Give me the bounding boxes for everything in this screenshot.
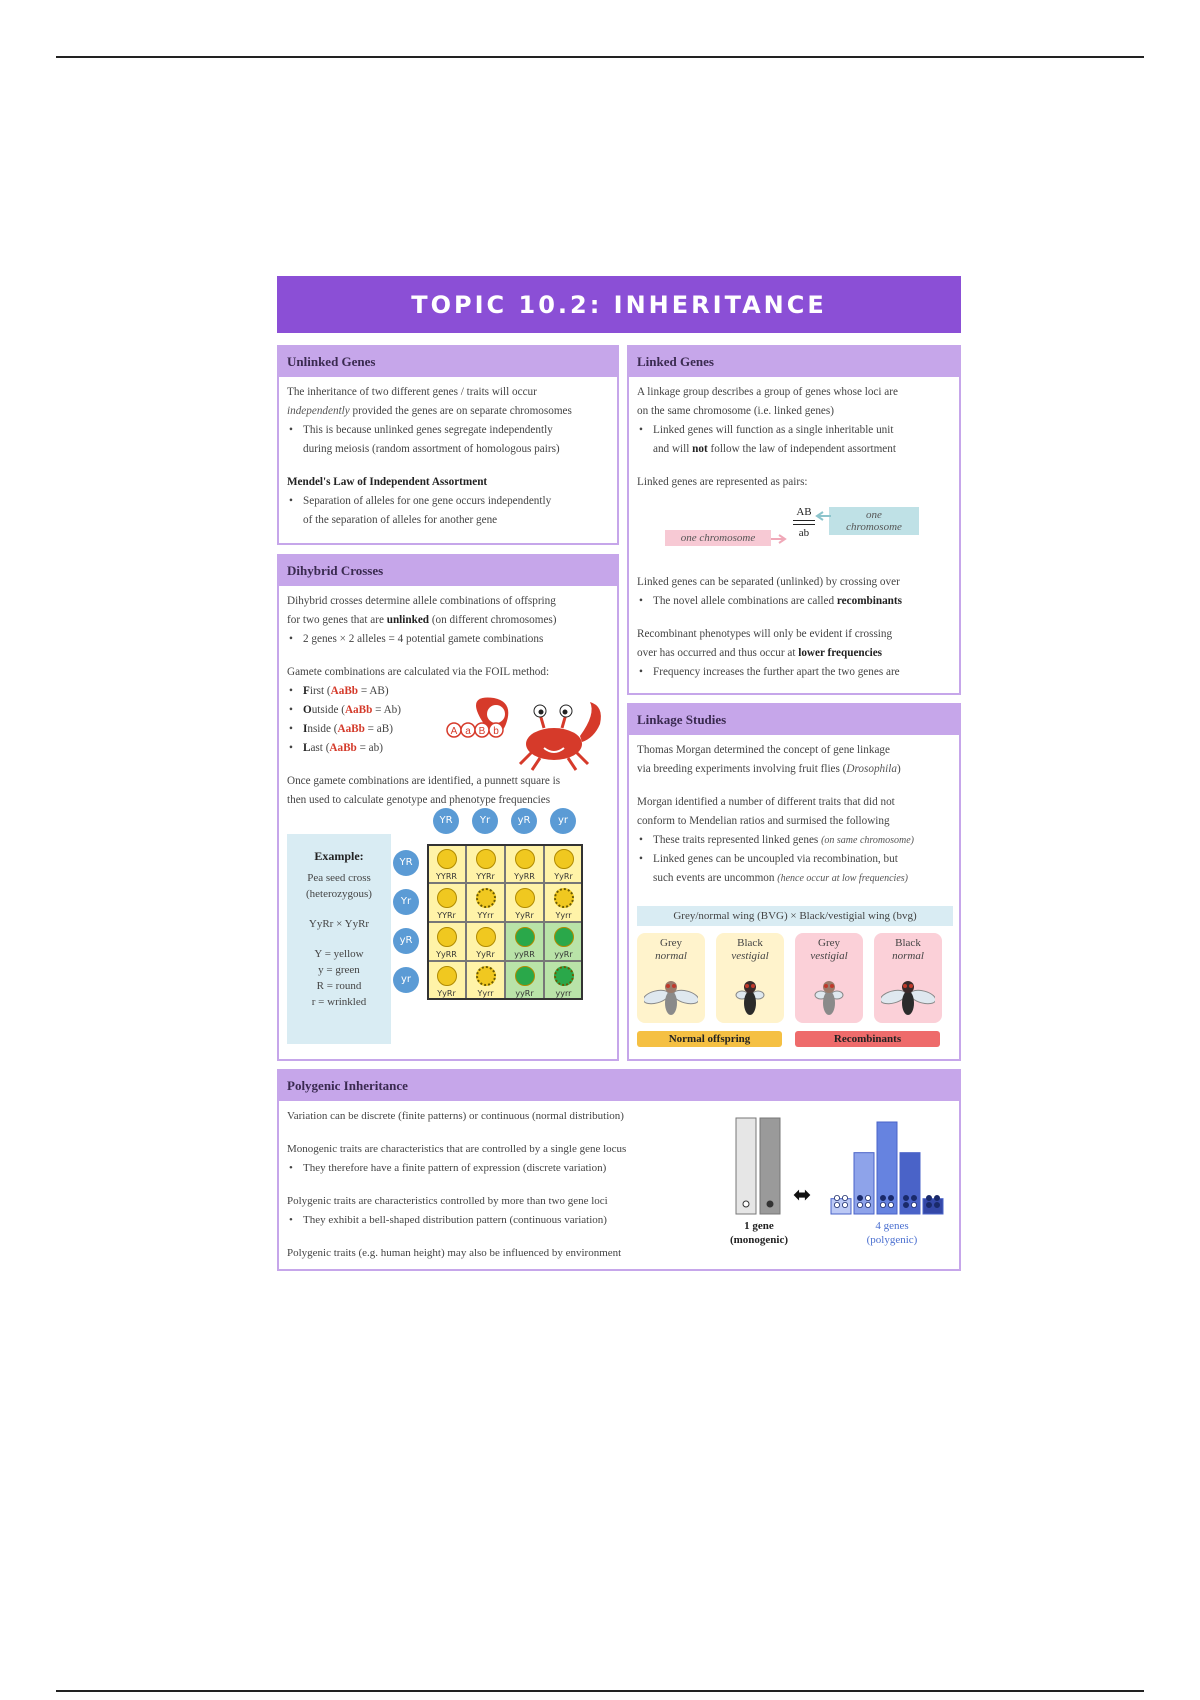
chromosome-tag: one chromosome [665,530,771,546]
fly-trait: Black [895,937,921,949]
genotype-label: YyRr [437,989,456,998]
text-line: Once gamete combinations are identified, a punnett square is [287,775,561,787]
dihybrid-crosses-panel: Dihybrid Crosses Dihybrid crosses determine allele combinations of offspring for two genes that are unlinked (on different chromosomes) • 2 genes × 2 alleles = 4 potential gamete combinations Gamete combinations are calculated via the FOIL method: • First (AaBb = AB) • Outside (AaBb = Ab) • Inside (AaBb = aB) • Last (AaBb = ab) Once gamete combinations are identified, a punnett square is then used to calculate genotype and phenotype frequencies A a B b Example: Pea seed cross (heterozygous) YyRr × YyRr Y = yellow y = green R = round r = wrinkled YR YR Yr Yr yR yR yr yr YYRR YYRr YyRR YyRr YYRr YYrr YyRr Yyrr YyRR YyRr yyRR yyRr YyRr Yyrr yyRr yyrr [277,554,619,1061]
text-line: Thomas Morgan determined the concept of gene linkage [637,744,890,756]
fruit-fly-icon [723,975,777,1021]
text-line: Morgan identified a number of different traits that did not [637,796,895,808]
svg-text:B: B [478,726,486,737]
arrow-right-icon [771,534,787,544]
chromosome-tag: one chromosome [829,507,919,535]
gamete-circle: YR [433,808,459,834]
genotype-label: Yyrr [555,911,572,920]
fly-trait: Grey [660,937,682,949]
crab-allele-circle [461,723,475,737]
foil-item: • Inside (AaBb = aB) [287,720,609,739]
text-line: Polygenic traits (e.g. human height) may also be influenced by environment [287,1247,622,1259]
text-line: provided the genes are on separate chromosomes [349,405,572,417]
example-title: Example: [314,849,364,863]
gamete-circle: yr [550,808,576,834]
emphasis: independently [287,405,350,417]
bullet: • They therefore have a finite pattern of expression (discrete variation) [287,1159,951,1178]
gamete-circle: yR [393,928,419,954]
example-line: Pea seed cross [307,872,371,884]
text-line: Variation can be discrete (finite patterns) or continuous (normal distribution) [287,1110,624,1122]
allele-key-line: y = green [318,964,360,976]
svg-text:A: A [450,726,458,737]
fly-trait: Grey [818,937,840,949]
distribution-bar [923,1195,943,1214]
monogenic-sublabel: (monogenic) [729,1234,789,1246]
bullet: • 2 genes × 2 alleles = 4 potential gamete combinations [287,630,609,649]
text-line: Dihybrid crosses determine allele combinations of offspring [287,595,556,607]
fly-phenotype-card [637,933,705,1023]
foil-item: • First (AaBb = AB) [287,682,609,701]
genotype-label: YyRR [436,950,457,959]
bullet: • This is because unlinked genes segregate independently during meiosis (random assortment of homologous pairs) [287,421,609,459]
genotype-label: yyRr [554,950,573,959]
genotype-label: YyRr [554,872,573,881]
gamete-circle: YR [393,850,419,876]
linkage-studies-panel: Linkage Studies Thomas Morgan determined the concept of gene linkage via breeding experiments involving fruit flies (Drosophila) Morgan identified a number of different traits that did not conform to Mendelian ratios and surmised the following • These traits represented linked genes (on same chromosome) • Linked genes can be uncoupled via recombination, but such events are uncommon (hence occur at low frequencies) Grey/normal wing (BVG) × Black/vestigial wing (bvg) Grey normal Black vestigial Grey vestigial Black normal Normal offspring Recombinants [627,703,961,1061]
bullet: • Linked genes will function as a single inheritable unit and will not follow the law of independent assortment [637,421,951,459]
genotype-label: YYRr [437,911,456,920]
fly-phenotypes [637,933,953,1053]
text-line: conform to Mendelian ratios and surmised the following [637,815,890,827]
allele-key-line: r = wrinkled [311,996,367,1008]
monogenic-bar [760,1118,780,1214]
gamete-circle: Yr [393,889,419,915]
allele-key-line: R = round [316,980,362,992]
genotype-label: yyrr [555,989,572,998]
text-line: Polygenic traits are characteristics controlled by more than two gene loci [287,1195,608,1207]
genotype-label: YyRR [514,872,535,881]
polygenic-bars [829,1116,949,1216]
page-title: TOPIC 10.2: INHERITANCE [277,276,961,333]
bullet: • Linked genes can be uncoupled via recombination, but such events are uncommon (hence occur at low frequencies) [637,850,951,888]
arrow-left-icon [815,511,831,521]
polygenic-label: 4 genes [875,1220,909,1232]
crab-allele-circle [489,723,503,737]
foil-item: • Last (AaBb = ab) [287,739,609,758]
fly-trait: vestigial [731,950,769,962]
svg-text:b: b [493,726,499,737]
distribution-bar [877,1122,897,1214]
monogenic-bar [736,1118,756,1214]
genotype-label: YYrr [477,911,494,920]
text-line: A linkage group describes a group of genes whose loci are [637,386,898,398]
fly-trait: normal [892,950,924,962]
text-line: on the same chromosome (i.e. linked genes) [637,405,834,417]
example-box [287,834,391,1044]
fruit-fly-icon [881,975,935,1021]
bullet: • These traits represented linked genes (on same chromosome) [637,831,951,850]
example-cross: YyRr × YyRr [308,918,370,930]
allele-key [287,946,391,1010]
fruit-fly-icon [802,975,856,1021]
punnett-border [427,844,583,1000]
bullet: • They exhibit a bell-shaped distribution pattern (continuous variation) [287,1211,951,1230]
fly-trait: normal [655,950,687,962]
text-line: then used to calculate genotype and phenotype frequencies [287,794,551,806]
text-line: Linked genes are represented as pairs: [637,476,808,488]
monogenic-bars [734,1116,784,1216]
genotype-label: YyRr [476,950,495,959]
fly-phenotype-card [716,933,784,1023]
allele-pair-top: AB [796,506,812,518]
genotype-label: YYRR [436,872,457,881]
fly-phenotype-card [795,933,863,1023]
bullet: • Frequency increases the further apart the two genes are [637,663,957,682]
distribution-bar [831,1195,851,1214]
fruit-fly-icon [644,975,698,1021]
bullet: • Separation of alleles for one gene occurs independently of the separation of alleles for another gene [287,492,609,530]
panel-heading: Unlinked Genes [279,347,617,377]
unlinked-genes-panel [277,345,619,545]
gamete-circle: Yr [472,808,498,834]
genotype-label: yyRR [514,950,535,959]
fly-trait: vestigial [810,950,848,962]
polygenic-panel [277,1069,961,1271]
panel-heading: Linkage Studies [629,705,959,735]
monogenic-label: 1 gene [744,1220,774,1232]
allele-key-line: Y = yellow [314,948,364,960]
top-rule [56,56,1144,58]
cross-label: Grey/normal wing (BVG) × Black/vestigial wing (bvg) [637,906,953,926]
panel-heading: Polygenic Inheritance [279,1071,959,1101]
panel-heading: Dihybrid Crosses [279,556,617,586]
foil-item: • Outside (AaBb = Ab) [287,701,609,720]
fly-phenotype-card [874,933,942,1023]
allele-pair-bottom: ab [798,527,810,539]
recombinants-label: Recombinants [795,1031,940,1047]
text-line: Monogenic traits are characteristics that are controlled by a single gene locus [287,1143,627,1155]
linked-genes-panel: Linked Genes A linkage group describes a group of genes whose loci are on the same chromosome (i.e. linked genes) • Linked genes will function as a single inheritable unit and will not follow the law of independent assortment Linked genes are represented as pairs: AB ab one chromosome one chromosome Linked genes can be separated (unlinked) by crossing over • The novel allele combinations are called recombinants Recombinant phenotypes will only be evident if crossing over has occurred and thus occur at lower frequencies • Frequency increases the further apart the two genes are [627,345,961,695]
text-line: Recombinant phenotypes will only be evident if crossing [637,628,893,640]
text-line: The inheritance of two different genes / traits will occur [287,386,537,398]
gamete-circle: yR [511,808,537,834]
fly-trait: Black [737,937,763,949]
genotype-label: Yyrr [477,989,494,998]
subheading: Mendel's Law of Independent Assortment [287,476,488,488]
bottom-rule [56,1690,1144,1692]
polygenic-sublabel: (polygenic) [866,1234,918,1246]
genotype-label: YyRr [515,911,534,920]
text-line: Gamete combinations are calculated via the FOIL method: [287,666,550,678]
inheritance-sheet [277,276,961,1271]
foil-crab-illustration [444,684,609,774]
gamete-circle: yr [393,967,419,993]
distribution-bar [900,1153,920,1214]
crab-allele-circle [475,723,489,737]
panel-heading: Linked Genes [629,347,959,377]
distribution-bar [854,1153,874,1214]
genotype-label: YYRr [476,872,495,881]
genotype-label: yyRr [515,989,534,998]
text-line: Linked genes can be separated (unlinked) by crossing over [637,576,900,588]
bullet: • The novel allele combinations are called recombinants [637,592,957,611]
normal-offspring-label: Normal offspring [637,1031,782,1047]
double-arrow-icon: ⬌ [793,1183,812,1208]
example-line: (heterozygous) [306,888,372,900]
crab-allele-circle [447,723,461,737]
svg-text:a: a [465,726,471,737]
